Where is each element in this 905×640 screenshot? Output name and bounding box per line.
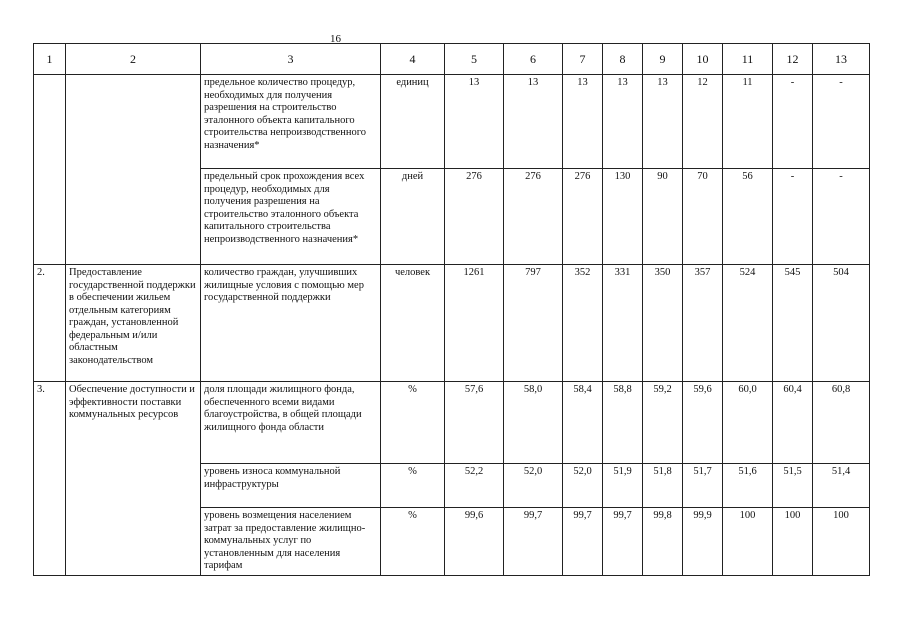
indicator-cell: доля площади жилищного фонда, обеспеченного всеми видами благоустройства, в общей площади жилищного фонда области [201, 382, 381, 464]
row-number: 3. [34, 382, 66, 576]
row-number [34, 75, 66, 265]
header-cell: 7 [563, 44, 603, 75]
value-cell: - [773, 75, 813, 169]
goal-cell [66, 75, 201, 265]
value-cell: 99,9 [683, 508, 723, 576]
value-cell: 504 [813, 265, 870, 382]
value-cell: 276 [445, 169, 504, 265]
indicator-cell: предельное количество процедур, необходимых для получения разрешения на строительство эталонного объекта капитального строительства непроизводственного назначения* [201, 75, 381, 169]
value-cell: 11 [723, 75, 773, 169]
value-cell: 52,2 [445, 464, 504, 508]
unit-cell: дней [381, 169, 445, 265]
value-cell: 13 [445, 75, 504, 169]
value-cell: 331 [603, 265, 643, 382]
value-cell: 90 [643, 169, 683, 265]
header-cell: 12 [773, 44, 813, 75]
value-cell: 51,9 [603, 464, 643, 508]
value-cell: 100 [813, 508, 870, 576]
value-cell: 276 [563, 169, 603, 265]
value-cell: 276 [504, 169, 563, 265]
indicator-cell: предельный срок прохождения всех процедур, необходимых для получения разрешения на строительство эталонного объекта капитального строительства непроизводственного назначения* [201, 169, 381, 265]
header-cell: 6 [504, 44, 563, 75]
value-cell: 58,0 [504, 382, 563, 464]
value-cell: 130 [603, 169, 643, 265]
header-cell: 5 [445, 44, 504, 75]
header-cell: 13 [813, 44, 870, 75]
header-cell: 4 [381, 44, 445, 75]
indicators-table [33, 43, 870, 576]
table-row [34, 265, 870, 382]
value-cell: 100 [773, 508, 813, 576]
value-cell: 58,4 [563, 382, 603, 464]
value-cell: 352 [563, 265, 603, 382]
value-cell: - [813, 169, 870, 265]
header-cell: 10 [683, 44, 723, 75]
value-cell: 51,6 [723, 464, 773, 508]
value-cell: 545 [773, 265, 813, 382]
value-cell: 51,5 [773, 464, 813, 508]
value-cell: 59,6 [683, 382, 723, 464]
header-cell: 9 [643, 44, 683, 75]
page-number: 16 [330, 33, 341, 45]
unit-cell: человек [381, 265, 445, 382]
value-cell: 99,7 [504, 508, 563, 576]
value-cell: 58,8 [603, 382, 643, 464]
value-cell: 357 [683, 265, 723, 382]
indicator-cell: уровень износа коммунальной инфраструктуры [201, 464, 381, 508]
row-number: 2. [34, 265, 66, 382]
value-cell: 13 [603, 75, 643, 169]
value-cell: 52,0 [563, 464, 603, 508]
indicator-cell: уровень возмещения населением затрат за предоставление жилищно-коммунальных услуг по установленным для населения тарифам [201, 508, 381, 576]
value-cell: 524 [723, 265, 773, 382]
header-cell: 1 [34, 44, 66, 75]
value-cell: 12 [683, 75, 723, 169]
value-cell: 797 [504, 265, 563, 382]
value-cell: - [813, 75, 870, 169]
header-cell: 11 [723, 44, 773, 75]
value-cell: 57,6 [445, 382, 504, 464]
header-cell: 2 [66, 44, 201, 75]
value-cell: 1261 [445, 265, 504, 382]
table-row [34, 75, 870, 169]
value-cell: 52,0 [504, 464, 563, 508]
unit-cell: % [381, 508, 445, 576]
value-cell: 60,0 [723, 382, 773, 464]
header-cell: 3 [201, 44, 381, 75]
value-cell: 51,7 [683, 464, 723, 508]
header-row [34, 44, 870, 75]
goal-cell: Предоставление государственной поддержки в обеспечении жильем отдельным категориям граждан, установленной федеральным и/или областным законодательством [66, 265, 201, 382]
indicator-cell: количество граждан, улучшивших жилищные условия с помощью мер государственной поддержки [201, 265, 381, 382]
value-cell: 60,8 [813, 382, 870, 464]
value-cell: 60,4 [773, 382, 813, 464]
value-cell: 51,4 [813, 464, 870, 508]
value-cell: 51,8 [643, 464, 683, 508]
value-cell: 13 [563, 75, 603, 169]
value-cell: 99,8 [643, 508, 683, 576]
unit-cell: % [381, 464, 445, 508]
value-cell: 56 [723, 169, 773, 265]
value-cell: 99,7 [603, 508, 643, 576]
goal-cell: Обеспечение доступности и эффективности поставки коммунальных ресурсов [66, 382, 201, 576]
value-cell: - [773, 169, 813, 265]
value-cell: 100 [723, 508, 773, 576]
value-cell: 13 [504, 75, 563, 169]
unit-cell: % [381, 382, 445, 464]
value-cell: 70 [683, 169, 723, 265]
value-cell: 350 [643, 265, 683, 382]
unit-cell: единиц [381, 75, 445, 169]
table-row [34, 382, 870, 464]
header-cell: 8 [603, 44, 643, 75]
value-cell: 13 [643, 75, 683, 169]
value-cell: 99,6 [445, 508, 504, 576]
value-cell: 99,7 [563, 508, 603, 576]
value-cell: 59,2 [643, 382, 683, 464]
